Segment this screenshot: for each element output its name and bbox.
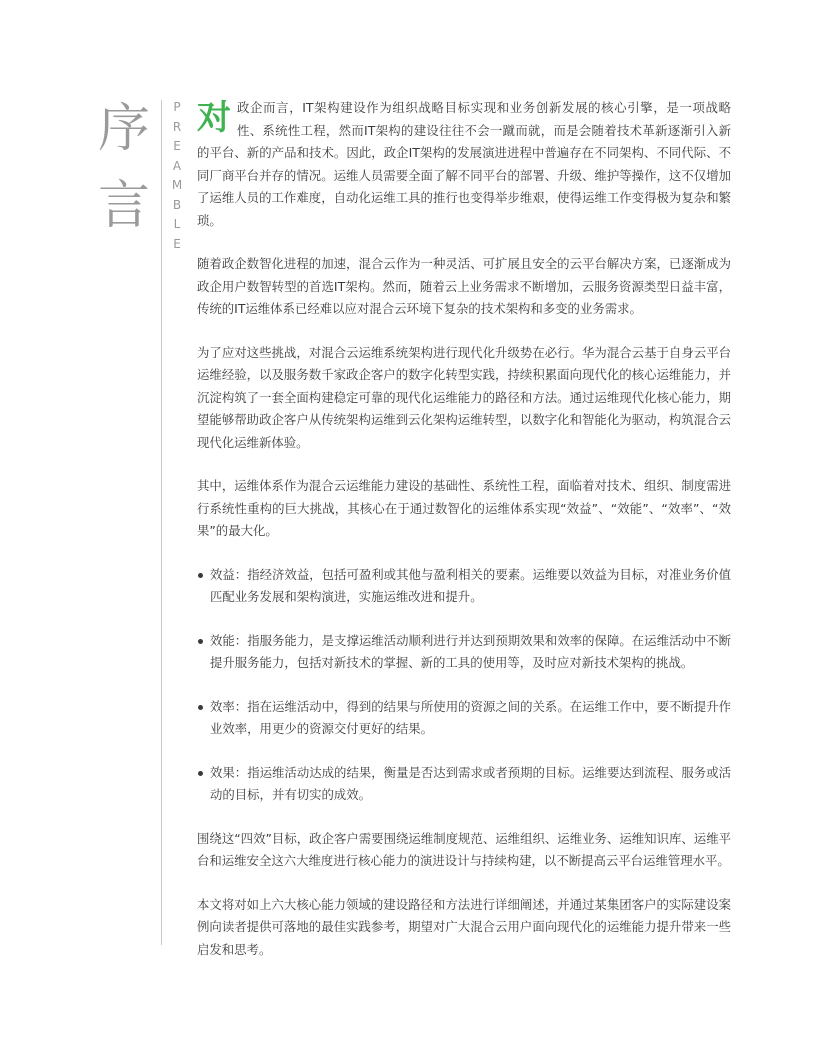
english-letter: P [173, 100, 181, 114]
list-item: 效果：指运维活动达成的结果，衡量是否达到需求或者预期的目标。运维要达到流程、服务或活动的目标，并有切实的成效。 [197, 762, 731, 807]
paragraph: 为了应对这些挑战，对混合云运维系统架构进行现代化升级势在必行。华为混合云基于自身云平台运维经验，以及服务数千家政企客户的数字化转型实践，持续积累面向现代化的核心运维能力，并沉淀构筑了一套全面构建稳定可靠的现代化运维能力的路径和方法。通过运维现代化核心能力，期望能够帮助政企客户从传统架构运维到云化架构运维转型，以数字化和智能化为驱动，构筑混合云现代化运维新体验。 [197, 344, 731, 450]
intro-paragraph [197, 97, 731, 232]
english-letter: E [173, 236, 181, 251]
vertical-divider [161, 100, 162, 945]
paragraph: 围绕这“四效”目标，政企客户需要围绕运维制度规范、运维组织、运维业务、运维知识库、运维平台和运维安全这六大维度进行核心能力的演进设计与持续构建，以不断提高云平台运维管理水平。 [197, 830, 731, 868]
four-efficiency-list [197, 564, 731, 807]
english-letter: M [171, 178, 183, 192]
paragraph-text: 政企而言，IT架构建设作为组织战略目标实现和业务创新发展的核心引擎，是一项战略性、系统性工程，然而IT架构的建设往往不会一蹴而就，而是会随着技术革新逐渐引入新的平台、新的产品和技术。因此，政企IT架构的发展演进进程中普遍存在不同架构、不同代际、不同厂商平台并存的情况。运维人员需要全面了解不同平台的部署、升级、维护等操作，这不仅增加了运维人员的工作难度，自动化运维工具的推行也变得举步维艰，使得运维工作变得极为复杂和繁琐。 [197, 100, 731, 228]
title-char-2: 言 [98, 176, 151, 236]
drop-cap: 对 [197, 98, 231, 138]
paragraph: 其中，运维体系作为混合云运维能力建设的基础性、系统性工程，面临着对技术、组织、制度需进行系统性重构的巨大挑战，其核心在于通过数智化的运维体系实现“效益”、“效能”、“效率”、“效果”的最大化。 [197, 478, 731, 538]
list-item: 效能：指服务能力，是支撑运维活动顺利进行并达到预期效果和效率的保障。在运维活动中不断提升服务能力，包括对新技术的掌握、新的工具的使用等，及时应对新技术架构的挑战。 [197, 630, 731, 675]
list-item: 效益：指经济效益，包括可盈利或其他与盈利相关的要素。运维要以效益为目标，对准业务价值匹配业务发展和架构演进，实施运维改进和提升。 [197, 564, 731, 609]
list-item: 效率：指在运维活动中，得到的结果与所使用的资源之间的关系。在运维工作中，要不断提升作业效率，用更少的资源交付更好的结果。 [197, 696, 731, 741]
paragraph: 本文将对如上六大核心能力领域的建设路径和方法进行详细阐述，并通过某集团客户的实际建设案例向读者提供可落地的最佳实践参考，期望对广大混合云用户面向现代化的运维能力提升带来一些启发和思考。 [197, 896, 731, 957]
english-title-vertical [170, 98, 184, 254]
preamble-body [197, 97, 731, 982]
title-char-1: 序 [98, 99, 151, 159]
english-letter: E [173, 139, 181, 153]
english-letter: A [172, 158, 182, 173]
english-letter: B [172, 197, 182, 212]
english-letter: L [173, 217, 181, 231]
english-letter: R [172, 119, 182, 134]
paragraph: 随着政企数智化进程的加速，混合云作为一种灵活、可扩展且安全的云平台解决方案，已逐渐成为政企用户数智转型的首选IT架构。然而，随着云上业务需求不断增加，云服务资源类型日益丰富，传统的IT运维体系已经难以应对混合云环境下复杂的技术架构和多变的业务需求。 [197, 256, 731, 316]
